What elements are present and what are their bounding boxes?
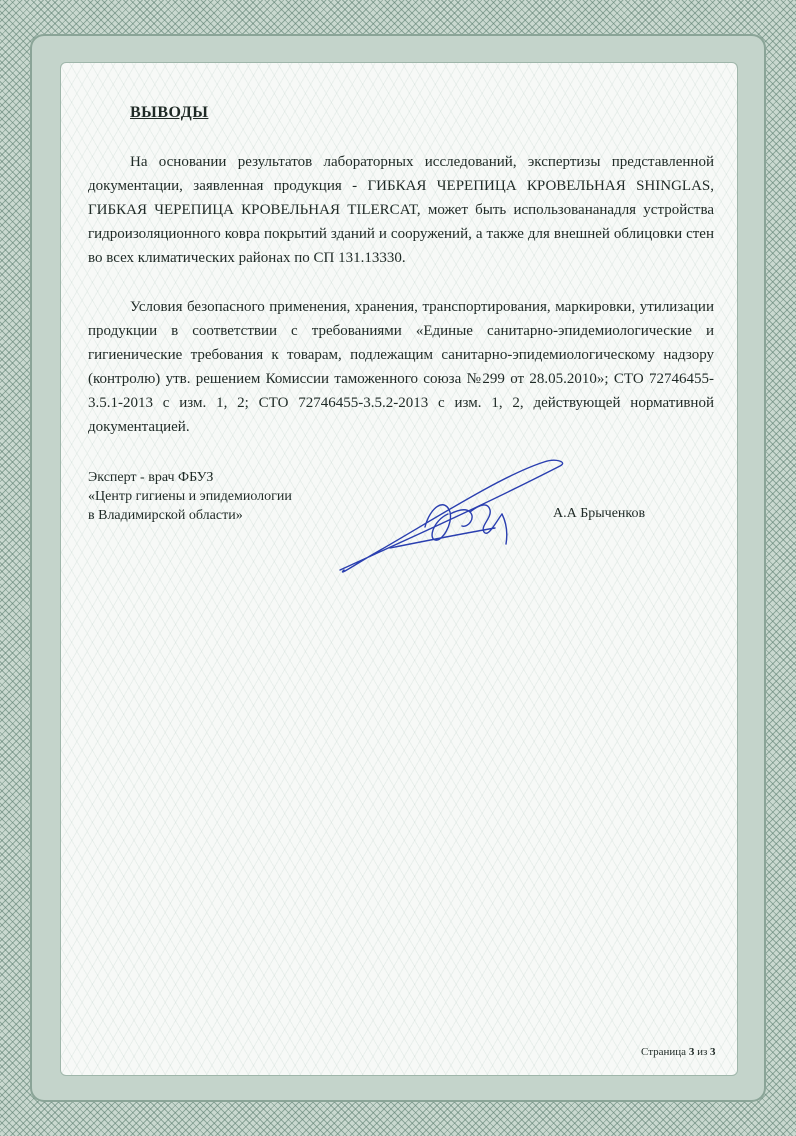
page-total: 3 <box>710 1046 716 1058</box>
document-heading: ВЫВОДЫ <box>130 104 209 121</box>
expert-title: Эксперт - врач ФБУЗ <box>88 470 214 485</box>
paragraph-conditions: Условия безопасного применения, хранения, транспортирования, маркировки, утилизации продукции в соответствии с требованиями «Единые санитарно-эпидемиологические и гигиенические требования к товарам, подлежащим санитарно-эпидемиологическому надзору (контролю) утв. решением Комиссии таможенного союза №299 от 28.05.2010»; СТО 72746455-3.5.1-2013 с изм. 1, 2; СТО 72746455-3.5.2-2013 с изм. 1, 2, действующей нормативной документацией. <box>88 299 714 435</box>
paragraph-conclusion: На основании результатов лабораторных исследований, экспертизы представленной документации, заявленная продукция - ГИБКАЯ ЧЕРЕПИЦА КРОВЕЛЬНАЯ SHINGLAS, ГИБКАЯ ЧЕРЕПИЦА КРОВЕЛЬНАЯ TILERCAT, может быть использовананадля устройства гидроизоляционного ковра покрытий зданий и сооружений, а также для внешней облицовки стен во всех климатических районах по СП 131.13330. <box>88 154 714 266</box>
page-of: из <box>697 1046 708 1058</box>
page-number <box>641 1046 716 1058</box>
handwritten-signature <box>330 452 570 582</box>
expert-organization: «Центр гигиены и эпидемиологии <box>88 489 292 504</box>
page-label: Страница <box>641 1046 687 1058</box>
page-current: 3 <box>688 1046 695 1058</box>
expert-block <box>88 468 292 525</box>
expert-region: в Владимирской области» <box>88 508 243 523</box>
signer-name: А.А Брыченков <box>553 506 646 521</box>
